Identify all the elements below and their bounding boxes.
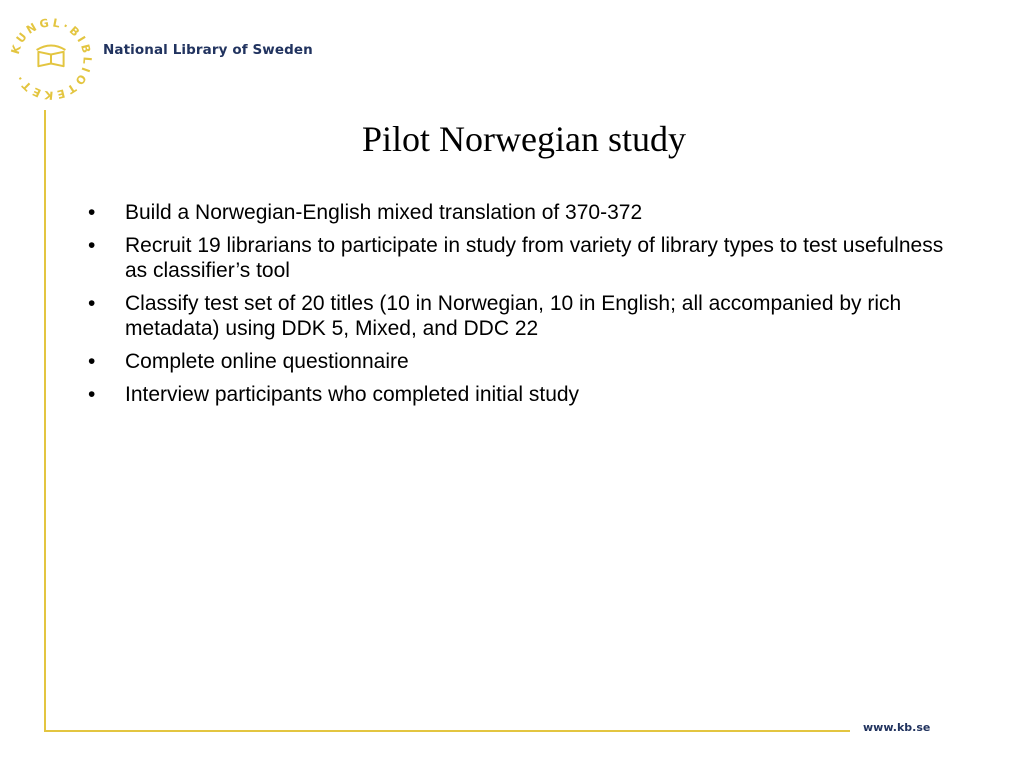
- bullet-item: [88, 200, 968, 225]
- bullet-item: [88, 291, 968, 341]
- bullet-list: [88, 200, 968, 415]
- bullet-item: [88, 233, 968, 283]
- seal-lettering: KUNGL·BIBLIOTEKET·: [8, 16, 94, 102]
- bullet-text: Complete online questionnaire: [125, 350, 409, 373]
- frame-line-vertical: [44, 110, 46, 732]
- crown-seal-icon: [6, 14, 96, 104]
- bullet-glyph: •: [88, 234, 96, 257]
- bullet-text: Build a Norwegian-English mixed translation of 370-372: [125, 201, 643, 224]
- bullet-glyph: •: [88, 350, 96, 373]
- footer-link[interactable]: www.kb.se: [863, 721, 931, 734]
- bullet-text: Interview participants who completed initial study: [125, 383, 580, 406]
- bullet-text: Recruit 19 librarians to participate in study from variety of library types to test usefulness as classifier’s tool: [125, 234, 944, 282]
- bullet-glyph: •: [88, 201, 96, 224]
- org-name: National Library of Sweden: [103, 42, 313, 58]
- bullet-glyph: •: [88, 383, 96, 406]
- slide-title: Pilot Norwegian study: [362, 119, 686, 159]
- frame-line-horizontal: [44, 730, 850, 732]
- bullet-item: [88, 349, 968, 374]
- bullet-glyph: •: [88, 292, 96, 315]
- bullet-text: Classify test set of 20 titles (10 in Norwegian, 10 in English; all accompanied by rich metadata) using DDK 5, Mixed, and DDC 22: [125, 292, 902, 340]
- bullet-item: [88, 382, 968, 407]
